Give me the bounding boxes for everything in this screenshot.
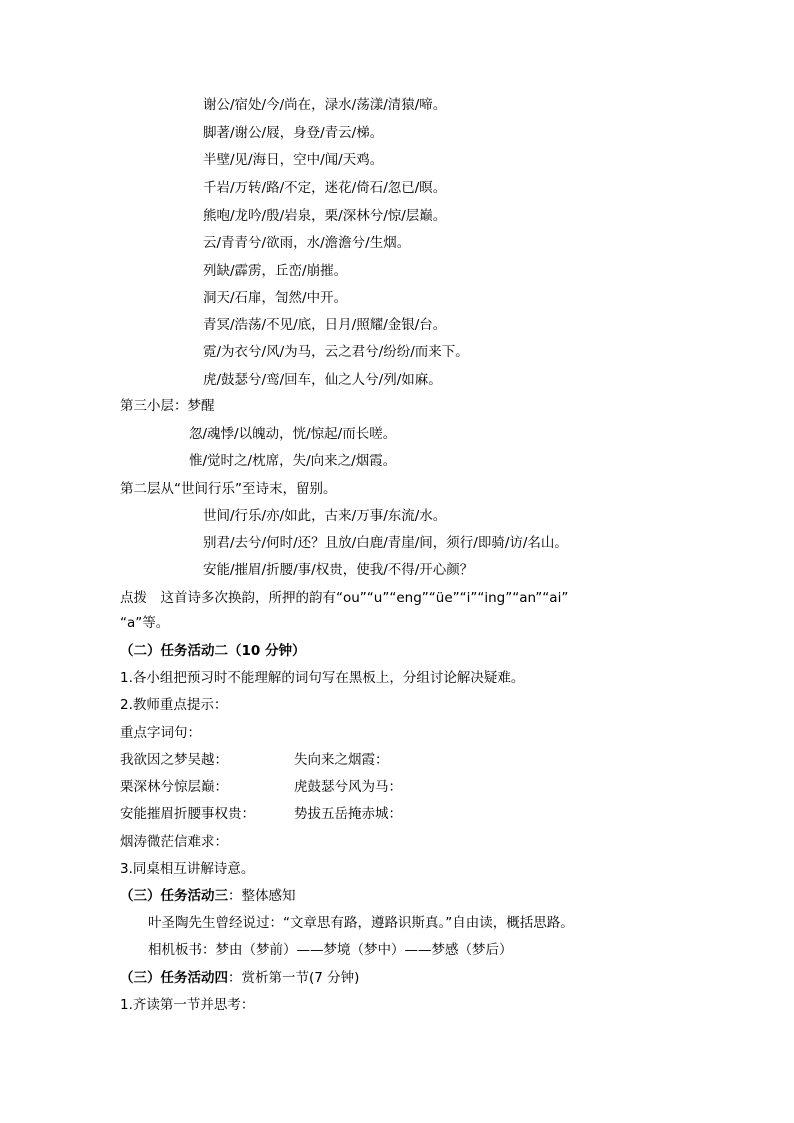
task-item: 1.齐读第一节并思考： [120, 997, 255, 1013]
key-phrase: 烟涛微茫信难求： [120, 834, 228, 850]
task-heading-subtitle: ：赏析第一节(7 分钟) [228, 970, 360, 986]
poem-line: 忽/魂悸/以魄动，恍/惊起/而长嗟。 [189, 426, 397, 442]
poem-line: 半壁/见/海日，空中/闻/天鸡。 [203, 152, 384, 168]
task-heading-subtitle: ：整体感知 [228, 888, 296, 904]
poem-line: 千岩/万转/路/不定，迷花/倚石/忽已/暝。 [203, 180, 447, 196]
key-phrase: 势拔五岳掩赤城： [294, 806, 402, 822]
poem-line: 洞天/石扉，訇然/中开。 [203, 290, 348, 306]
task-item: 3.同桌相互讲解诗意。 [120, 861, 255, 877]
poem-line: 青冥/浩荡/不见/底，日月/照耀/金银/台。 [203, 317, 447, 333]
key-phrase: 失向来之烟霞： [294, 752, 389, 768]
key-phrase-row [120, 751, 720, 769]
key-phrase-row [120, 778, 720, 796]
poem-line: 世间/行乐/亦/如此，古来/万事/东流/水。 [203, 508, 447, 524]
poem-line: 安能/摧眉/折腰/事/权贵，使我/不得/开心颜？ [203, 562, 474, 578]
note-text: “a”等。 [120, 615, 170, 631]
poem-line: 谢公/宿处/今/尚在，渌水/荡漾/清猿/啼。 [203, 97, 447, 113]
sublayer-heading: 第三小层：梦醒 [120, 398, 215, 414]
key-phrase: 虎鼓瑟兮风为马： [294, 779, 402, 795]
key-phrases-label: 重点字词句： [120, 725, 201, 741]
key-phrase: 我欲因之梦吴越： [120, 752, 228, 768]
layer-heading: 第二层从“世间行乐”至诗末，留别。 [120, 481, 337, 497]
poem-line: 列缺/霹雳，丘峦/崩摧。 [203, 263, 348, 279]
task-heading [120, 969, 359, 987]
task-item: 2.教师重点提示： [120, 697, 228, 713]
task-heading-title: （三）任务活动四 [120, 970, 228, 986]
task-heading [120, 887, 296, 905]
poem-line: 虎/鼓瑟兮/鸾/回车，仙之人兮/列/如麻。 [203, 372, 442, 388]
poem-line: 别君/去兮/何时/还？且放/白鹿/青崖/间，须行/即骑/访/名山。 [203, 535, 568, 551]
poem-line: 脚著/谢公/屐，身登/青云/梯。 [203, 125, 384, 141]
board-text: 相机板书：梦由（梦前）——梦境（梦中）——梦感（梦后） [148, 942, 513, 958]
task-heading-title: （三）任务活动三 [120, 888, 228, 904]
task-item: 1.各小组把预习时不能理解的词句写在黑板上，分组讨论解决疑难。 [120, 670, 525, 686]
key-phrase: 栗深林兮惊层巅： [120, 779, 228, 795]
note-text: 点拨 这首诗多次换韵，所押的韵有“ou”“u”“eng”“üe”“i”“ing”“an”“ai” [120, 590, 569, 606]
task-heading: （二）任务活动二（10 分钟） [120, 643, 306, 659]
poem-line: 云/青青兮/欲雨，水/澹澹兮/生烟。 [203, 235, 411, 251]
quote-text: 叶圣陶先生曾经说过：“文章思有路，遵路识斯真。”自由读，概括思路。 [148, 915, 574, 931]
key-phrase-row [120, 805, 720, 823]
poem-line: 熊咆/龙吟/殷/岩泉，栗/深林兮/惊/层巅。 [203, 208, 447, 224]
key-phrase: 安能摧眉折腰事权贵： [120, 806, 255, 822]
poem-line: 霓/为衣兮/风/为马，云之君兮/纷纷/而来下。 [203, 344, 469, 360]
poem-line: 惟/觉时之/枕席，失/向来之/烟霞。 [189, 453, 397, 469]
